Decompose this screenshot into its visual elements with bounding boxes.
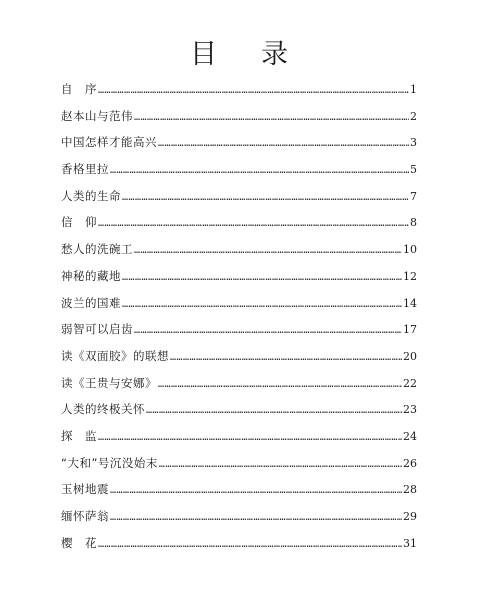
toc-entry-title: 缅怀萨翁 <box>61 509 109 523</box>
toc-entry-page: 1 <box>410 83 417 96</box>
toc-entry-page: 24 <box>403 429 417 443</box>
toc-list <box>61 76 417 556</box>
toc-entry[interactable] <box>61 423 417 450</box>
toc-entry[interactable] <box>61 530 417 557</box>
toc-leader-dots <box>134 105 409 132</box>
toc-leader-dots <box>122 185 409 212</box>
toc-entry-page: 10 <box>403 243 417 257</box>
toc-entry[interactable] <box>61 290 417 317</box>
toc-heading-char-2: 录 <box>261 39 288 70</box>
toc-entry-title: 香格里拉 <box>61 162 109 177</box>
toc-leader-dots <box>146 398 402 425</box>
toc-entry-page: 8 <box>410 216 417 230</box>
toc-entry[interactable] <box>61 503 417 530</box>
toc-entry-page: 29 <box>403 510 417 523</box>
toc-entry-page: 3 <box>410 136 417 150</box>
toc-entry-title: 信 仰 <box>61 215 97 230</box>
toc-entry[interactable] <box>61 263 417 290</box>
toc-leader-dots <box>134 318 402 345</box>
toc-entry-title: 玉树地震 <box>61 482 109 497</box>
toc-entry-page: 28 <box>403 483 417 497</box>
toc-heading-char-1: 目 <box>190 39 217 70</box>
toc-leader-dots <box>98 78 409 105</box>
toc-entry-title: 读《双面胶》的联想 <box>61 348 169 363</box>
toc-entry-title: 弱智可以启齿 <box>61 322 133 337</box>
toc-entry-title: 神秘的藏地 <box>61 268 121 283</box>
toc-entry[interactable] <box>61 76 417 103</box>
toc-leader-dots <box>122 292 402 319</box>
toc-entry-page: 22 <box>403 376 417 390</box>
toc-entry[interactable] <box>61 156 417 183</box>
toc-leader-dots <box>110 478 402 505</box>
toc-entry[interactable] <box>61 450 417 477</box>
toc-leader-dots <box>98 532 402 559</box>
toc-leader-dots <box>158 131 409 158</box>
toc-leader-dots <box>170 345 402 372</box>
toc-entry-title: 人类的终极关怀 <box>61 402 145 417</box>
toc-leader-dots <box>158 372 402 399</box>
toc-entry-title: 樱 花 <box>61 535 97 550</box>
toc-entry-page: 20 <box>403 349 417 363</box>
toc-entry-title: 自 序 <box>61 82 97 96</box>
toc-leader-dots <box>159 452 402 479</box>
toc-entry[interactable] <box>61 316 417 343</box>
toc-entry[interactable] <box>61 370 417 397</box>
toc-heading <box>0 38 478 72</box>
toc-entry-title: 探 监 <box>61 428 97 443</box>
toc-leader-dots <box>122 265 402 292</box>
toc-entry-title: 读《王贵与安娜》 <box>61 375 157 390</box>
toc-entry[interactable] <box>61 129 417 156</box>
toc-entry-page: 17 <box>403 323 417 337</box>
toc-leader-dots <box>98 425 402 452</box>
toc-entry-page: 2 <box>410 109 417 123</box>
toc-leader-dots <box>110 505 402 532</box>
toc-entry-page: 26 <box>403 456 417 470</box>
toc-entry-page: 23 <box>403 403 417 417</box>
toc-entry-page: 14 <box>403 296 417 310</box>
toc-entry-page: 12 <box>403 269 417 283</box>
toc-entry[interactable] <box>61 476 417 503</box>
toc-entry-title: 赵本山与范伟 <box>61 108 133 123</box>
toc-entry-title: 人类的生命 <box>61 188 121 203</box>
toc-entry-page: 7 <box>410 189 417 203</box>
toc-entry[interactable] <box>61 209 417 236</box>
toc-entry[interactable] <box>61 396 417 423</box>
toc-entry-title: 波兰的国难 <box>61 295 121 310</box>
toc-entry[interactable] <box>61 103 417 130</box>
toc-leader-dots <box>98 211 409 238</box>
toc-entry[interactable] <box>61 183 417 210</box>
toc-leader-dots <box>134 238 402 265</box>
toc-entry-title: 中国怎样才能高兴 <box>61 135 157 150</box>
toc-leader-dots <box>110 158 409 185</box>
toc-entry[interactable] <box>61 236 417 263</box>
toc-entry-title: “大和”号沉没始末 <box>61 455 158 470</box>
toc-entry-page: 31 <box>403 536 417 550</box>
toc-entry[interactable] <box>61 343 417 370</box>
toc-entry-title: 愁人的洗碗工 <box>61 242 133 257</box>
toc-entry-page: 5 <box>410 163 417 177</box>
